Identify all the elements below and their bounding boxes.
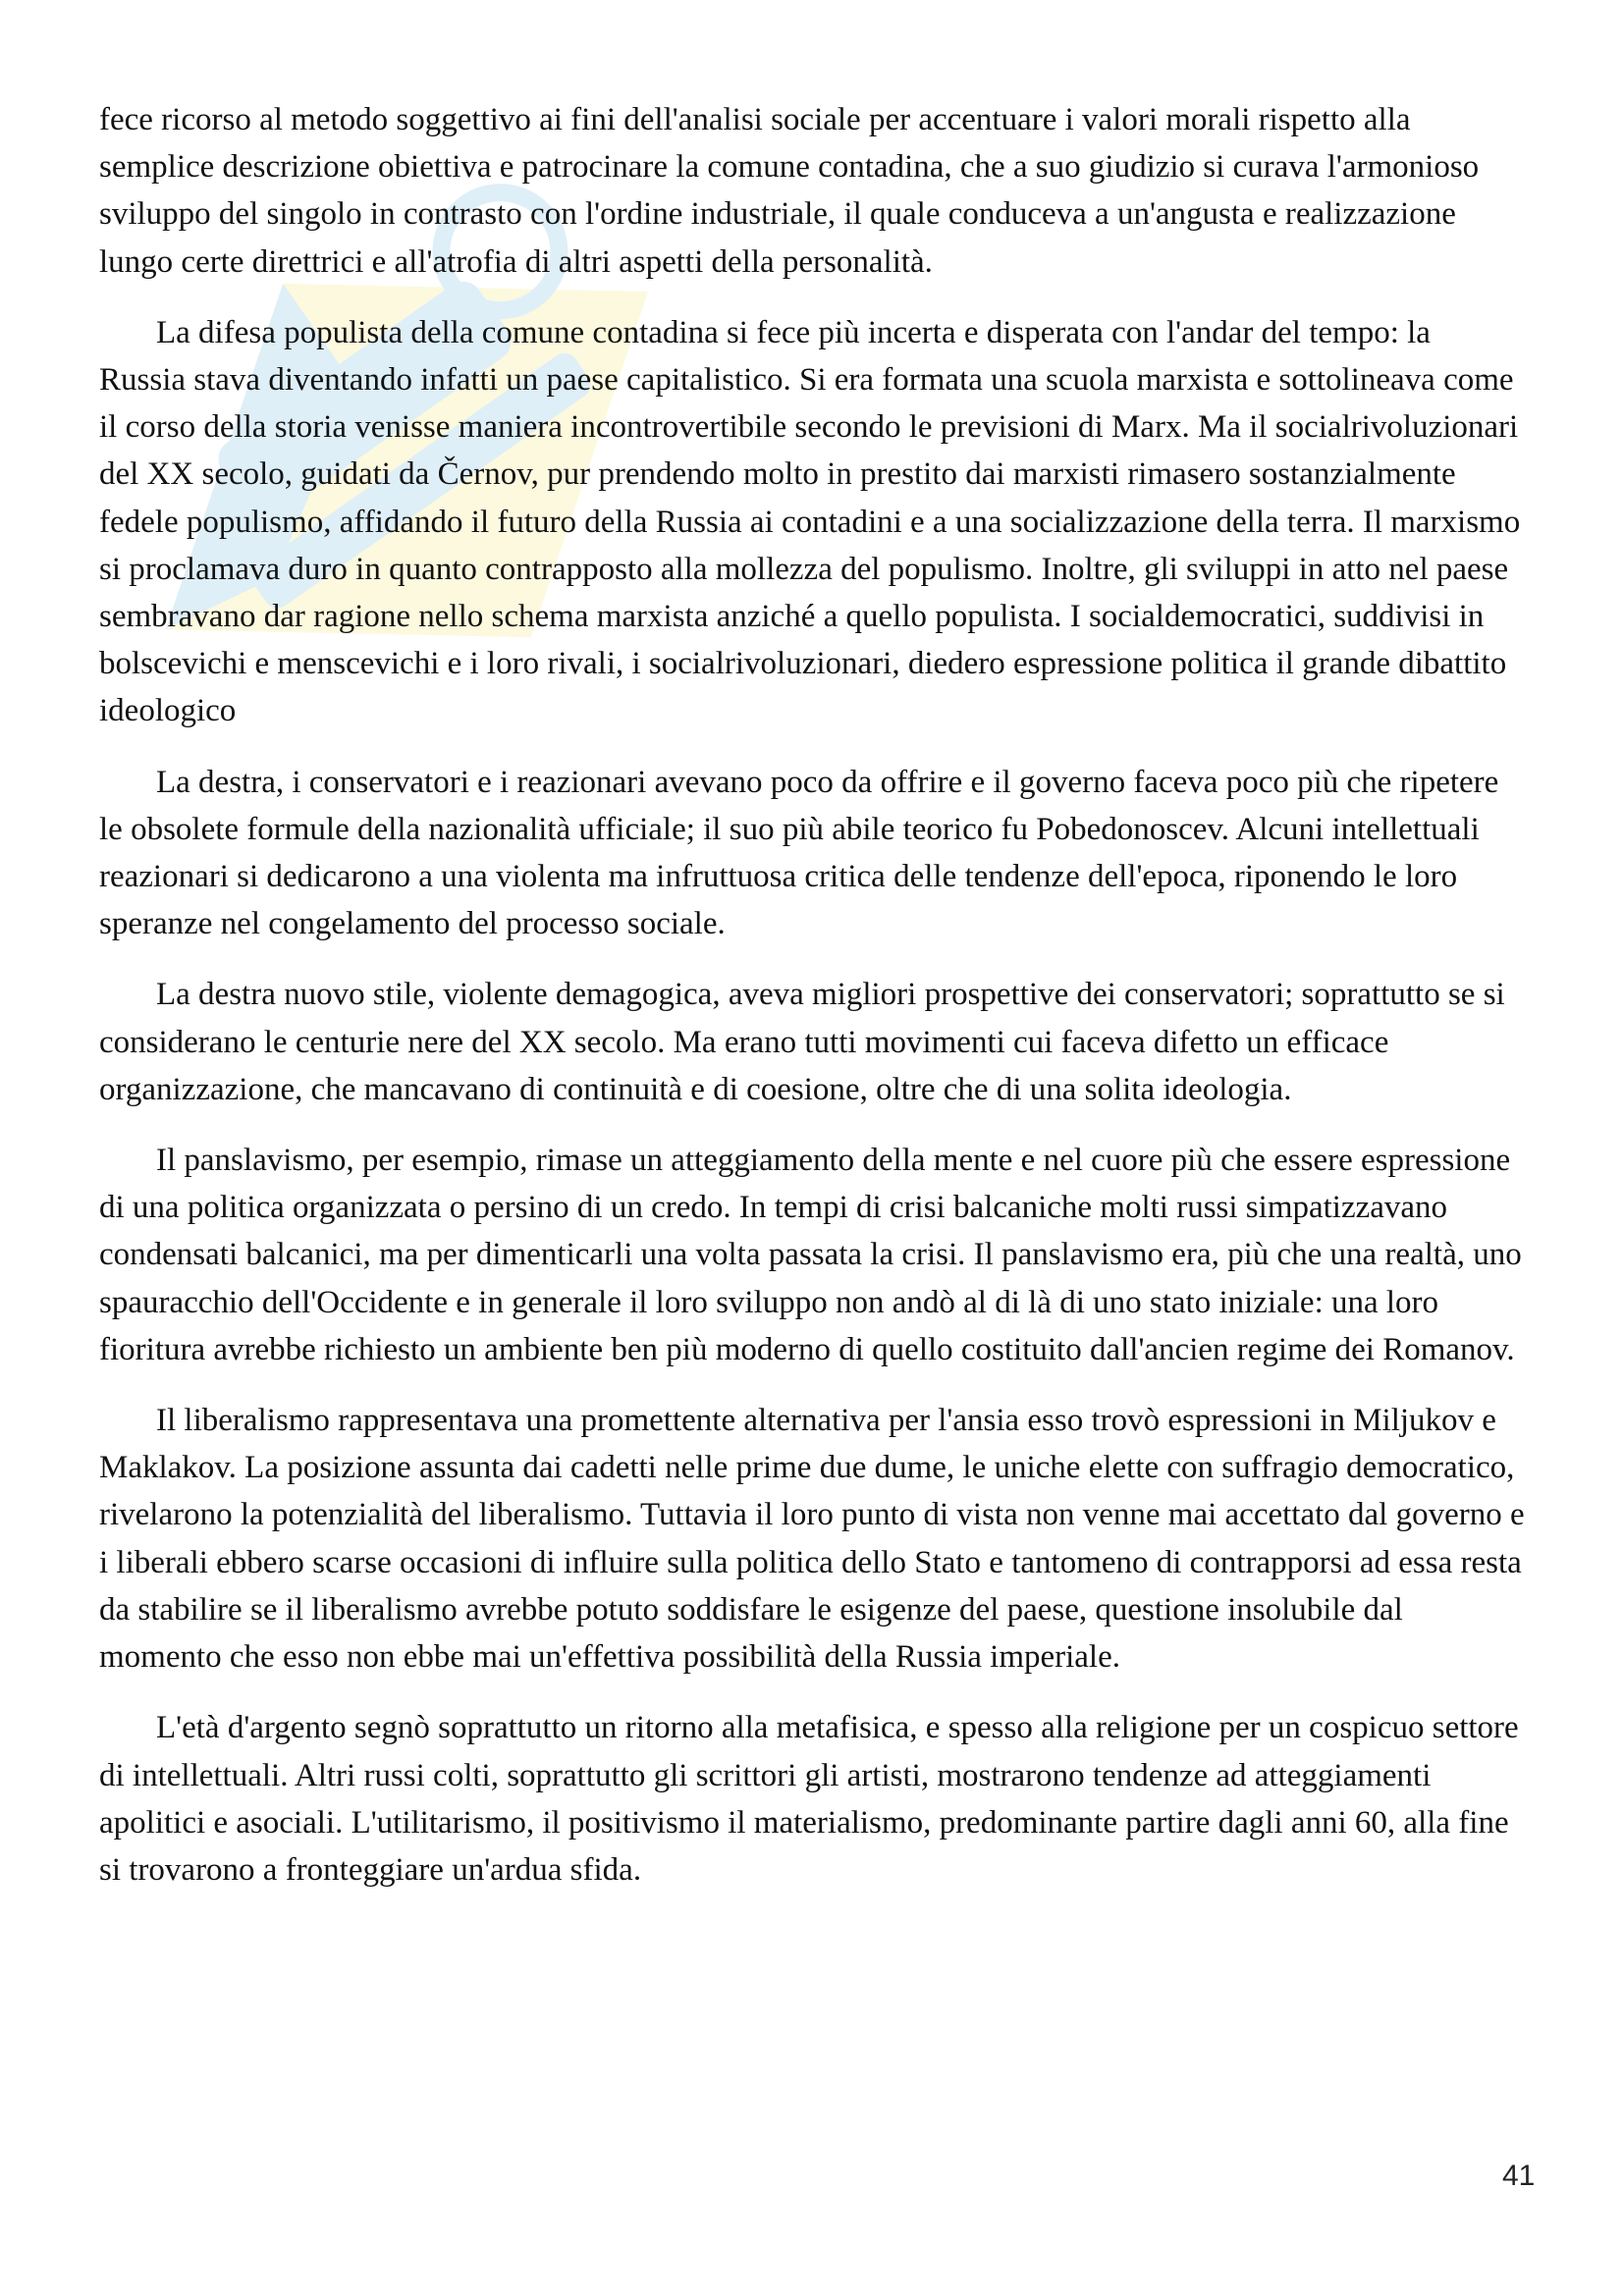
paragraph-5: Il panslavismo, per esempio, rimase un atteggiamento della mente e nel cuore più che essere espressione di una politica organizzata o persino di un credo. In tempi di crisi balcaniche molti russi simpatizzavano condensati balcanici, ma per dimenticarli una volta passata la crisi. Il panslavismo era, più che una realtà, uno spauracchio dell'Occidente e in generale il loro sviluppo non andò al di là di uno stato iniziale: una loro fioritura avrebbe richiesto un ambiente ben più moderno di quello costituito dall'ancien regime dei Romanov.: [99, 1143, 1522, 1367]
page-number: 41: [1502, 2160, 1536, 2192]
paragraph-2: La difesa populista della comune contadina si fece più incerta e disperata con l'andar del tempo: la Russia stava diventando infatti un paese capitalistico. Si era formata una scuola marxista e sottolineava come il corso della storia venisse maniera incontrovertibile secondo le previsioni di Marx. Ma il socialrivoluzionari del XX secolo, guidati da Černov, pur prendendo molto in prestito dai marxisti rimasero sostanzialmente fedele populismo, affidando il futuro della Russia ai contadini e a una socializzazione della terra. Il marxismo si proclamava duro in quanto contrapposto alla mollezza del populismo. Inoltre, gli sviluppi in atto nel paese sembravano dar ragione nello schema marxista anziché a quello populista. I socialdemocratici, suddivisi in bolscevichi e menscevichi e i loro rivali, i socialrivoluzionari, diedero espressione politica il grande dibattito ideologico: [99, 314, 1521, 729]
paragraph-6: Il liberalismo rappresentava una promettente alternativa per l'ansia esso trovò espressioni in Miljukov e Maklakov. La posizione assunta dai cadetti nelle prime due dume, le uniche elette con suffragio democratico, rivelarono la potenzialità del liberalismo. Tuttavia il loro punto di vista non venne mai accettato dal governo e i liberali ebbero scarse occasioni di influire sulla politica dello Stato e tantomeno di contrapporsi ad essa resta da stabilire se il liberalismo avrebbe potuto soddisfare le esigenze del paese, questione insolubile dal momento che esso non ebbe mai un'effettiva possibilità della Russia imperiale.: [99, 1403, 1525, 1676]
paragraph-3: La destra, i conservatori e i reazionari avevano poco da offrire e il governo faceva poco più che ripetere le obsolete formule della nazionalità ufficiale; il suo più abile teorico fu Pobedonoscev. Alcuni intellettuali reazionari si dedicarono a una violenta ma infruttuosa critica delle tendenze dell'epoca, riponendo le loro speranze nel congelamento del processo sociale.: [99, 764, 1499, 942]
document-body: [99, 96, 1525, 1917]
paragraph-7: L'età d'argento segnò soprattutto un ritorno alla metafisica, e spesso alla religione per un cospicuo settore di intellettuali. Altri russi colti, soprattutto gli scrittori gli artisti, mostrarono tendenze ad atteggiamenti apolitici e asociali. L'utilitarismo, il positivismo il materialismo, predominante partire dagli anni 60, alla fine si trovarono a fronteggiare un'ardua sfida.: [99, 1710, 1519, 1888]
paragraph-4: La destra nuovo stile, violente demagogica, aveva migliori prospettive dei conservatori; soprattutto se si considerano le centurie nere del XX secolo. Ma erano tutti movimenti cui faceva difetto un efficace organizzazione, che mancavano di continuità e di coesione, oltre che di una solita ideologia.: [99, 977, 1505, 1107]
paragraph-1: fece ricorso al metodo soggettivo ai fini dell'analisi sociale per accentuare i valori morali rispetto alla semplice descrizione obiettiva e patrocinare la comune contadina, che a suo giudizio si curava l'armonioso sviluppo del singolo in contrasto con l'ordine industriale, il quale conduceva a un'angusta e realizzazione lungo certe direttrici e all'atrofia di altri aspetti della personalità.: [99, 102, 1480, 280]
